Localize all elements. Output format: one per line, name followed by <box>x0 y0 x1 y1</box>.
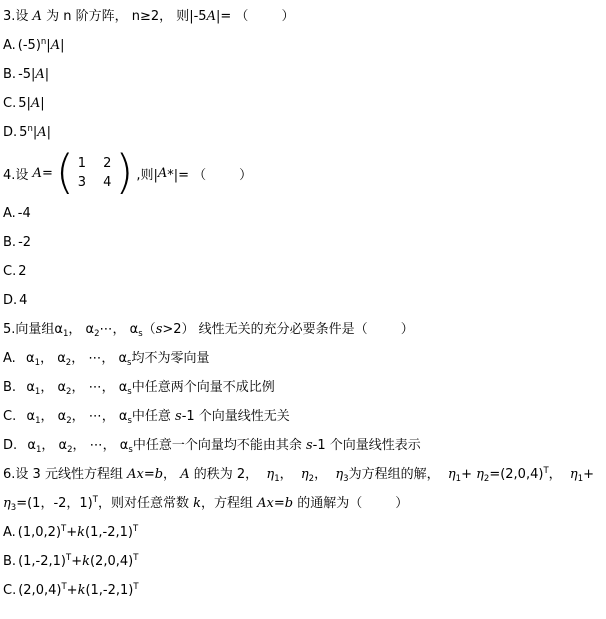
text-run: =(1，-2，1) <box>16 496 93 511</box>
text-run: 5| <box>18 96 31 111</box>
subscript: 1 <box>34 387 41 397</box>
text-run: （ <box>142 322 156 337</box>
text-run: ，则对任意常数 <box>97 496 194 511</box>
superscript: T <box>133 582 139 592</box>
text-run: η <box>266 467 275 482</box>
text-run: η <box>476 467 484 482</box>
question-3-stem <box>3 2 606 31</box>
question-5-option-b <box>3 373 606 402</box>
text-run: 的通解为（ ） <box>293 496 409 511</box>
text-run: (1,-2,1) <box>85 525 133 540</box>
text-run: ， <box>314 467 336 482</box>
text-run: A <box>30 96 41 111</box>
superscript: T <box>92 495 98 505</box>
superscript: T <box>61 524 67 534</box>
matrix-cell: 4 <box>103 175 112 190</box>
subscript: 3 <box>10 503 17 513</box>
subscript: 1 <box>577 474 584 484</box>
text-run: η <box>3 496 11 511</box>
text-run: ， α <box>40 409 67 424</box>
superscript: T <box>61 582 67 592</box>
text-run: + <box>66 525 78 540</box>
text-run: (-5) <box>17 38 41 53</box>
subscript: s <box>128 445 133 455</box>
text-run: s <box>175 409 182 424</box>
question-5 <box>3 315 606 460</box>
subscript: 1 <box>455 474 462 484</box>
option-label: C. <box>3 583 17 598</box>
superscript: T <box>133 553 139 563</box>
text-run: ， ⋯， α <box>71 380 128 395</box>
option-label: A. <box>3 351 16 366</box>
option-content <box>19 125 51 140</box>
question-4-option-d <box>3 286 606 315</box>
option-content <box>19 438 421 453</box>
question-4-stem <box>3 147 606 199</box>
matrix-cell: 3 <box>77 175 87 190</box>
text-run: A <box>157 165 168 181</box>
question-5-option-c <box>3 402 606 431</box>
subscript: 2 <box>483 474 490 484</box>
subscript: 1 <box>36 445 42 455</box>
text-run: b <box>284 496 294 511</box>
text-run: Ax <box>127 467 144 482</box>
subscript: 1 <box>34 358 41 368</box>
text-run: A <box>32 165 42 181</box>
subscript: 2 <box>66 387 72 397</box>
text-run: | <box>60 38 65 53</box>
subscript: 2 <box>65 358 72 368</box>
text-run: A <box>32 9 42 24</box>
text-run: + <box>461 467 477 482</box>
text-run: -2 <box>18 235 32 250</box>
question-3-option-d <box>3 118 606 147</box>
text-run: α <box>19 438 36 453</box>
option-content <box>18 583 138 598</box>
question-5-stem <box>3 315 606 344</box>
option-content <box>18 380 275 395</box>
text-run: 为方程组的解， <box>348 467 448 482</box>
text-run: 为 n 阶方阵， n≥2， 则|-5 <box>41 9 207 24</box>
option-label: C. <box>3 96 17 111</box>
text-run: η <box>569 467 578 482</box>
text-run: α <box>17 351 35 366</box>
superscript: n <box>27 124 33 134</box>
subscript: 2 <box>94 329 100 339</box>
text-run: ， α <box>41 438 68 453</box>
option-content <box>18 96 44 111</box>
matrix-paren-left: ( <box>55 145 74 200</box>
question-3 <box>3 2 606 147</box>
text-run: 的秩为 2， <box>189 467 267 482</box>
text-run: s <box>155 322 163 337</box>
text-run: | <box>40 96 45 111</box>
text-run: 4 <box>19 293 28 308</box>
text-run: ， α <box>40 351 66 366</box>
text-run: Ax <box>257 496 274 511</box>
option-label: A. <box>3 206 16 221</box>
text-run: | <box>32 125 38 140</box>
text-run: 5 <box>19 125 28 140</box>
text-run: + <box>583 467 599 482</box>
text-run: k <box>82 554 90 569</box>
text-run: 2 <box>18 264 27 279</box>
superscript: n <box>40 37 47 47</box>
subscript: 1 <box>62 329 69 339</box>
text-run: A <box>35 67 45 82</box>
text-run: k <box>77 583 86 598</box>
text-run: 中任意一个向量均不能由其余 <box>132 438 306 453</box>
question-4-option-a <box>3 199 606 228</box>
option-label: D. <box>3 293 18 308</box>
text-run: (2,0,4) <box>18 583 62 598</box>
matrix-cell: 1 <box>77 156 87 171</box>
text-run: -1 个向量线性无关 <box>181 409 290 424</box>
text-run: A <box>180 467 190 482</box>
text-run: k <box>193 496 201 511</box>
question-6-option-c <box>3 576 606 605</box>
question-5-option-a <box>3 344 606 373</box>
subscript: s <box>138 329 143 339</box>
text-run: 4.设 <box>3 167 33 183</box>
text-run: (1,-2,1) <box>18 554 66 569</box>
subscript: 3 <box>343 474 349 484</box>
matrix-cells <box>74 156 116 190</box>
subscript: 1 <box>274 474 280 484</box>
text-run: -1 个向量线性表示 <box>312 438 421 453</box>
option-content <box>18 206 31 221</box>
text-run: 中任意 <box>131 409 176 424</box>
text-run: = <box>273 496 285 511</box>
text-run: 中任意两个向量不成比例 <box>131 380 275 395</box>
option-label: B. <box>3 235 17 250</box>
text-run: ， α <box>40 380 67 395</box>
text-run: α <box>18 409 36 424</box>
matrix-paren-right: ) <box>115 145 134 200</box>
option-label: B. <box>3 67 17 82</box>
text-run: ， <box>163 467 181 482</box>
text-run: η <box>335 467 344 482</box>
question-6-option-a <box>3 518 606 547</box>
text-run: η <box>447 467 456 482</box>
text-run: ， ⋯， α <box>72 438 129 453</box>
question-3-option-b <box>3 60 606 89</box>
text-run: A <box>37 125 47 140</box>
option-label: B. <box>3 380 17 395</box>
option-content <box>18 38 65 53</box>
text-run: ， α <box>68 322 95 337</box>
question-4-option-c <box>3 257 606 286</box>
text-run: (2,0,4) <box>89 554 134 569</box>
option-content <box>18 264 26 279</box>
text-run: + <box>66 583 78 598</box>
text-run: ， ⋯， α <box>71 409 128 424</box>
text-run: ， <box>279 467 301 482</box>
text-run: | <box>46 125 51 140</box>
text-run: *|= （ ） <box>167 167 253 183</box>
text-run: ， ⋯， α <box>71 351 128 366</box>
text-run: ，方程组 <box>201 496 258 511</box>
text-run: b <box>154 467 164 482</box>
text-run: A <box>206 9 216 24</box>
text-run: (1,-2,1) <box>85 583 134 598</box>
superscript: T <box>132 524 139 534</box>
text-run: -5| <box>18 67 36 82</box>
option-label: A. <box>3 525 16 540</box>
text-run: |= （ ） <box>215 9 295 24</box>
text-run: | <box>46 38 51 53</box>
option-content <box>18 67 49 82</box>
matrix-2x2 <box>55 145 134 200</box>
question-4-option-b <box>3 228 606 257</box>
text-run: 3.设 <box>3 9 33 24</box>
text-run: 5.向量组α <box>3 322 63 337</box>
text-run: = <box>143 467 155 482</box>
question-6-stem <box>3 460 606 518</box>
question-3-option-a <box>3 31 606 60</box>
option-label: D. <box>3 438 18 453</box>
option-label: B. <box>3 554 17 569</box>
option-label: C. <box>3 264 17 279</box>
text-run: η <box>300 467 309 482</box>
option-content <box>18 351 210 366</box>
option-content <box>18 525 138 540</box>
option-label: C. <box>3 409 17 424</box>
text-run: 均不为零向量 <box>131 351 210 366</box>
text-run: (1,0,2) <box>17 525 62 540</box>
option-content <box>18 235 31 250</box>
option-content <box>18 409 290 424</box>
subscript: 2 <box>308 474 315 484</box>
subscript: s <box>127 358 132 368</box>
option-content <box>19 293 27 308</box>
subscript: s <box>127 387 132 397</box>
matrix-cell: 2 <box>103 156 112 171</box>
text-run: ,则| <box>136 167 158 183</box>
question-5-option-d <box>3 431 606 460</box>
text-run: ⋯， α <box>99 322 139 337</box>
text-run: 6.设 3 元线性方程组 <box>3 467 128 482</box>
text-run: = <box>41 165 53 181</box>
text-run: A <box>50 38 61 53</box>
superscript: T <box>65 553 72 563</box>
option-content <box>18 554 138 569</box>
text-run: | <box>44 67 50 82</box>
subscript: 2 <box>67 445 73 455</box>
text-run: ， <box>548 467 570 482</box>
question-6 <box>3 460 606 605</box>
question-4 <box>3 147 606 315</box>
text-run: =(2,0,4) <box>489 467 544 482</box>
text-run: -4 <box>17 206 31 221</box>
text-run: + <box>71 554 83 569</box>
text-run: >2） 线性无关的充分必要条件是（ ） <box>162 322 414 337</box>
option-label: A. <box>3 38 16 53</box>
superscript: T <box>543 466 549 476</box>
question-3-option-c <box>3 89 606 118</box>
text-run: k <box>77 525 86 540</box>
text-run: s <box>305 438 313 453</box>
subscript: s <box>127 416 132 426</box>
question-6-option-b <box>3 547 606 576</box>
subscript: 2 <box>66 416 72 426</box>
subscript: 1 <box>35 416 41 426</box>
option-label: D. <box>3 125 18 140</box>
text-run: α <box>18 380 35 395</box>
